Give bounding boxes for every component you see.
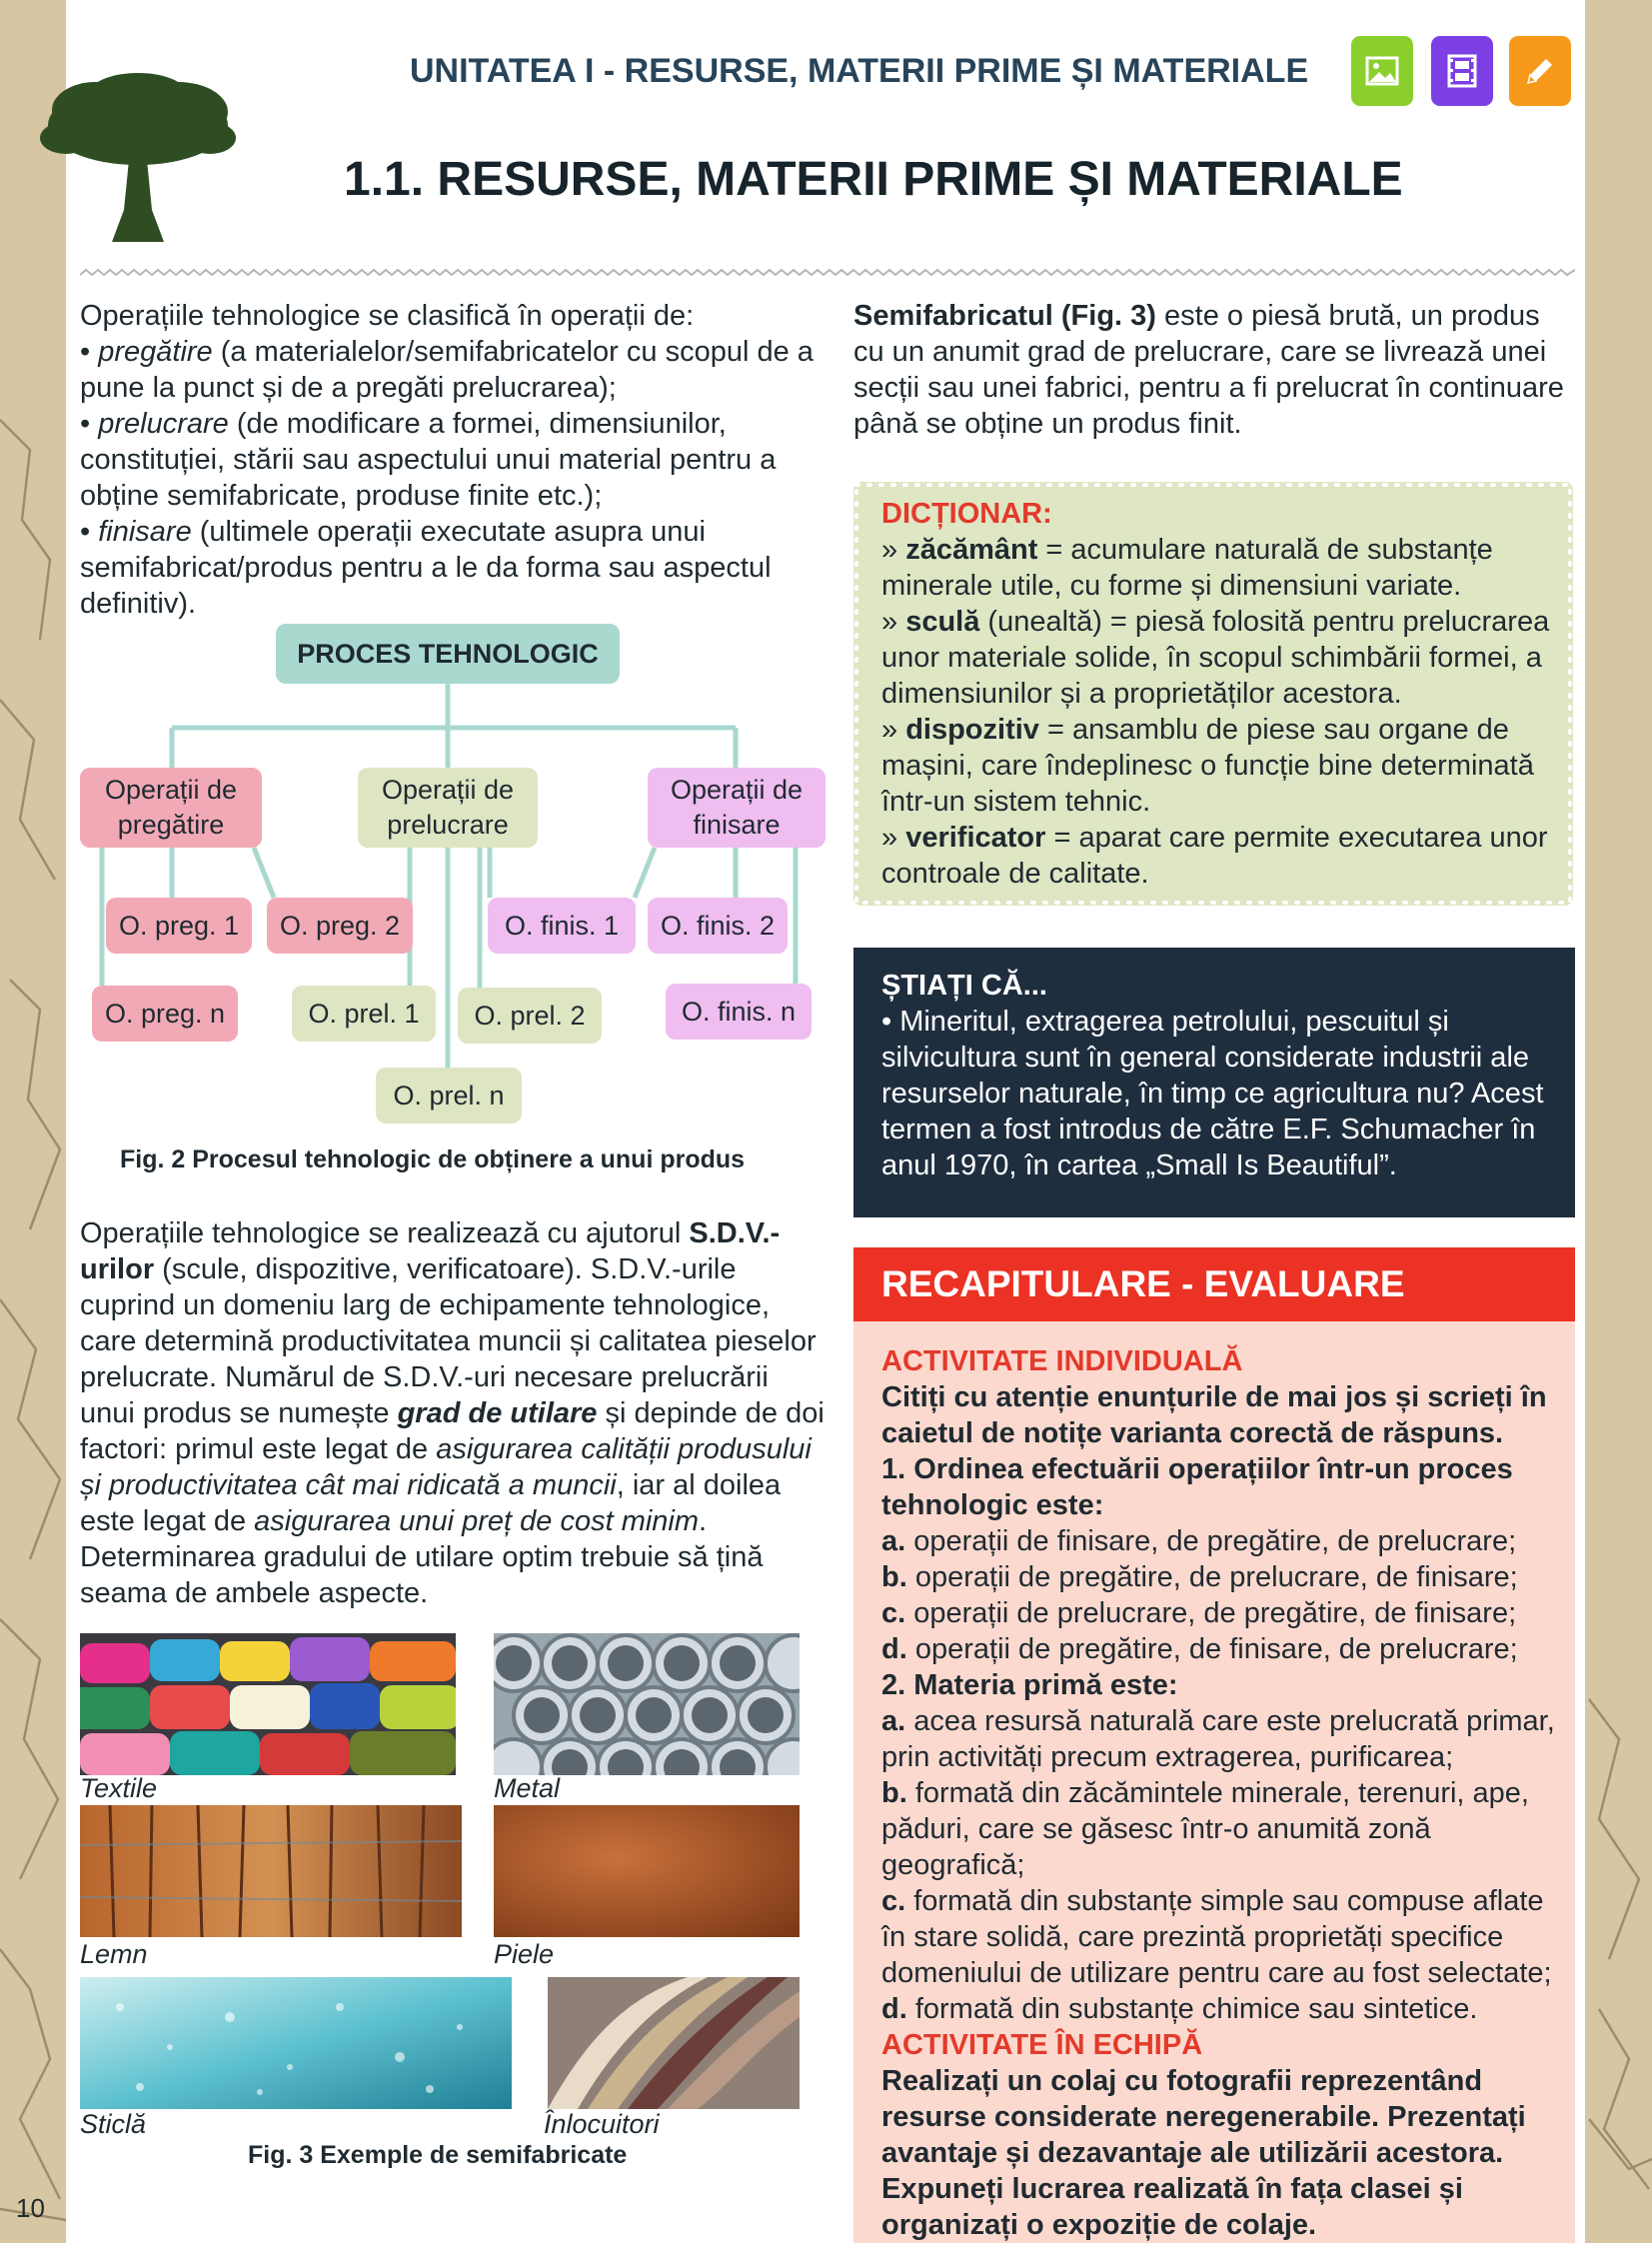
dict-item: » sculă (unealtă) = piesă folosită pentru prelucrarea unor materiale solide, în scopul schimbării formei, a dimensiunilor și a proprietăților acestora. xyxy=(881,606,1550,710)
zigzag-divider xyxy=(80,268,1575,282)
diagram-fin-n: O. finis. n xyxy=(666,984,812,1040)
recap-content xyxy=(881,1343,1561,2243)
sdv-t7: , iar al doilea este legat de xyxy=(80,1469,782,1537)
metal-photo xyxy=(494,1633,800,1775)
diagram-root: PROCES TEHNOLOGIC xyxy=(276,624,620,684)
image-button[interactable] xyxy=(1351,36,1413,106)
option-letter: b. xyxy=(881,1777,907,1809)
diagram-prel-2: O. prel. 2 xyxy=(458,988,602,1044)
stiati-content xyxy=(881,968,1547,1183)
q1-option xyxy=(881,1595,1561,1631)
q2-option xyxy=(881,1775,1561,1883)
q1-option xyxy=(881,1631,1561,1667)
option-text: operații de pregătire, de finisare, de prelucrare; xyxy=(906,1633,1518,1665)
dictionary-box xyxy=(853,482,1573,906)
unit-title: UNITATEA I - RESURSE, MATERII PRIME ȘI MATERIALE xyxy=(410,52,1309,90)
def-prelucrare: (de modificare a formei, dimensiunilor, constituției, stării sau aspectului unui material pentru a obține semifabricate, produse finite etc.); xyxy=(80,408,777,512)
term-pregatire: pregătire xyxy=(98,336,213,368)
option-text: formată din zăcămintele minerale, terenuri, ape, păduri, care se găsesc într-o anumită zonă geografică; xyxy=(881,1777,1529,1881)
textile-label: Textile xyxy=(80,1773,158,1803)
option-letter: c. xyxy=(881,1885,906,1917)
sdv-t2: S.D.V.-urilor xyxy=(80,1217,781,1285)
term-finisare: finisare xyxy=(98,516,192,548)
stiati-text: • Mineritul, extragerea petrolului, pescuitul și silvicultura sunt în general considerate industrii ale resurselor naturale, în timp ce agricultura nu? Acest termen a fost introdus de către E.F. Schumacher în anul 1970, în cartea „Small Is Beautiful”. xyxy=(881,1006,1544,1181)
lemn-photo xyxy=(80,1805,462,1937)
textile-photo xyxy=(80,1633,456,1775)
option-letter: a. xyxy=(881,1525,906,1557)
piele-label: Piele xyxy=(494,1939,555,1969)
term-prelucrare: prelucrare xyxy=(98,408,229,440)
intro-line: Operațiile tehnologice se clasifică în operații de: xyxy=(80,300,695,332)
semi-rest: este o piesă brută, un produs cu un anumit grad de prelucrare, care se livrează unei secții sau unei fabrici, pentru a fi prelucrat în continuare până se obține un produs finit. xyxy=(853,300,1564,440)
option-letter: a. xyxy=(881,1705,906,1737)
sdv-t5: și depinde de doi factori: primul este legat de xyxy=(80,1397,825,1465)
option-letter: b. xyxy=(881,1561,907,1593)
sdv-t4: grad de utilare xyxy=(397,1397,598,1429)
option-letter: c. xyxy=(881,1597,906,1629)
option-text: operații de prelucrare, de pregătire, de finisare; xyxy=(905,1597,1517,1629)
figure-3-caption: Fig. 3 Exemple de semifabricate xyxy=(248,2141,628,2169)
recap-title: RECAPITULARE - EVALUARE xyxy=(853,1247,1575,1321)
intro-text xyxy=(80,298,820,622)
diagram-cat-prelucrare: Operații de prelucrare xyxy=(358,768,538,848)
option-text: formată din substanțe chimice sau sintetice. xyxy=(906,1993,1478,2025)
main-title: 1.1. RESURSE, MATERII PRIME ȘI MATERIALE xyxy=(344,153,1403,206)
individual-instructions: Citiți cu atenție enunțurile de mai jos și scrieți în caietul de notițe varianta corectă de răspuns. xyxy=(881,1381,1547,1449)
dict-item: » zăcământ = acumulare naturală de substanțe minerale utile, cu forme și dimensiuni variate. xyxy=(881,534,1493,602)
q2-option xyxy=(881,1991,1561,2027)
dict-item: » verificator = aparat care permite executarea unor controale de calitate. xyxy=(881,822,1548,890)
semifabricat-paragraph xyxy=(853,298,1577,442)
sdv-t9: . Determinarea gradului de utilare optim trebuie să țină seama de ambele aspecte. xyxy=(80,1505,764,1609)
bullet-finisare: • finisare (ultimele operații executate asupra unui semifabricat/produs pentru a le da forma sau aspectul definitiv). xyxy=(80,516,772,620)
stiati-title: ȘTIAȚI CĂ... xyxy=(881,970,1047,1002)
individual-activity-title: ACTIVITATE INDIVIDUALĂ xyxy=(881,1345,1243,1377)
q2-option xyxy=(881,1703,1561,1775)
option-text: operații de pregătire, de prelucrare, de finisare; xyxy=(906,1561,1518,1593)
team-activity-text: Realizați un colaj cu fotografii reprezentând resurse considerate neregenerabile. Prezentați avantaje și dezavantaje ale utilizării acestora. Expuneți lucrarea realizată în fața clasei și organizați o expoziție de colaje. xyxy=(881,2065,1526,2241)
pencil-icon xyxy=(1524,55,1556,87)
diagram-cat-finisare: Operații de finisare xyxy=(648,768,826,848)
q2-option xyxy=(881,1883,1561,1991)
dict-def: (unealtă) = piesă folosită pentru prelucrarea unor materiale solide, în scopul schimbării formei, a dimensiunilor și a proprietăților acestora. xyxy=(881,606,1550,710)
team-activity-title: ACTIVITATE ÎN ECHIPĂ xyxy=(881,2029,1203,2061)
bullet-pregatire: • pregătire (a materialelor/semifabricatelor cu scopul de a pune la punct și de a pregăti prelucrarea); xyxy=(80,336,814,404)
diagram-fin-2: O. finis. 2 xyxy=(648,898,788,954)
dict-term: sculă xyxy=(905,606,980,638)
question-1: 1. Ordinea efectuării operațiilor într-un proces tehnologic este: xyxy=(881,1453,1513,1521)
figure-2-caption: Fig. 2 Procesul tehnologic de obținere a unui produs xyxy=(120,1145,746,1173)
stiati-ca-box xyxy=(853,948,1575,1217)
sdv-t6: asigurarea calității produsului și productivitatea cât mai ridicată a muncii xyxy=(80,1433,812,1501)
def-pregatire: (a materialelor/semifabricatelor cu scopul de a pune la punct și de a pregăti prelucrarea); xyxy=(80,336,814,404)
option-letter: d. xyxy=(881,1633,907,1665)
process-diagram xyxy=(80,620,839,1179)
diagram-preg-2: O. preg. 2 xyxy=(267,898,413,954)
metal-label: Metal xyxy=(494,1773,561,1803)
diagram-prel-n: O. prel. n xyxy=(376,1068,522,1123)
edit-button[interactable] xyxy=(1509,36,1571,106)
diagram-cat-pregatire: Operații de pregătire xyxy=(80,768,262,848)
video-button[interactable] xyxy=(1431,36,1493,106)
dict-item: » dispozitiv = ansamblu de piese sau organe de mașini, care îndeplinesc o funcție bine determinată într-un sistem tehnic. xyxy=(881,714,1534,818)
inlocuitori-label: Înlocuitori xyxy=(544,2109,660,2139)
diagram-prel-1: O. prel. 1 xyxy=(292,986,436,1042)
diagram-preg-1: O. preg. 1 xyxy=(106,898,252,954)
page-number: 10 xyxy=(16,2193,45,2223)
dict-term: verificator xyxy=(905,822,1046,854)
dictionary-title: DICȚIONAR: xyxy=(881,498,1052,530)
sdv-t3: (scule, dispozitive, verificatoare). S.D.V.-urile cuprind un domeniu larg de echipamente tehnologice, care determină productivitatea muncii și calitatea pieselor prelucrate. Numărul de S.D.V.-uri necesare prelucrării unui produs se numește xyxy=(80,1253,817,1429)
sdv-paragraph xyxy=(80,1215,826,1611)
sticla-photo xyxy=(80,1977,512,2109)
sdv-t8: asigurarea unui preț de cost minim xyxy=(254,1505,700,1537)
lemn-label: Lemn xyxy=(80,1939,148,1969)
dict-def: = acumulare naturală de substanțe minerale utile, cu forme și dimensiuni variate. xyxy=(881,534,1493,602)
diagram-preg-n: O. preg. n xyxy=(92,986,238,1042)
bullet-prelucrare: • prelucrare (de modificare a formei, dimensiunilor, constituției, stării sau aspectului unui material pentru a obține semifabricate, produse finite etc.); xyxy=(80,408,777,512)
piele-photo xyxy=(494,1805,800,1937)
dict-def: = ansamblu de piese sau organe de mașini, care îndeplinesc o funcție bine determinată într-un sistem tehnic. xyxy=(881,714,1534,818)
diagram-fin-1: O. finis. 1 xyxy=(488,898,636,954)
inlocuitori-photo xyxy=(548,1977,800,2109)
recap-box xyxy=(853,1247,1575,2243)
dict-term: dispozitiv xyxy=(905,714,1039,746)
def-finisare: (ultimele operații executate asupra unui semifabricat/produs pentru a le da forma sau aspectul definitiv). xyxy=(80,516,772,620)
option-text: formată din substanțe simple sau compuse aflate în stare solidă, care prezintă proprietăți specifice domeniului de utilizare pentru care au fost selectate; xyxy=(881,1885,1552,1989)
film-icon xyxy=(1446,54,1478,88)
sdv-t1: Operațiile tehnologice se realizează cu ajutorul xyxy=(80,1217,690,1249)
option-text: acea resursă naturală care este prelucrată primar, prin activități precum extragerea, purificarea; xyxy=(881,1705,1555,1773)
question-2: 2. Materia primă este: xyxy=(881,1669,1178,1701)
option-letter: d. xyxy=(881,1993,907,2025)
dict-term: zăcământ xyxy=(905,534,1038,566)
q1-option xyxy=(881,1559,1561,1595)
tree-logo-icon xyxy=(38,70,238,250)
dictionary-content xyxy=(881,496,1553,892)
q1-option xyxy=(881,1523,1561,1559)
sticla-label: Sticlă xyxy=(80,2109,147,2139)
dict-def: = aparat care permite executarea unor controale de calitate. xyxy=(881,822,1548,890)
option-text: operații de finisare, de pregătire, de prelucrare; xyxy=(905,1525,1517,1557)
semi-term: Semifabricatul (Fig. 3) xyxy=(853,300,1156,332)
image-icon xyxy=(1365,56,1399,86)
